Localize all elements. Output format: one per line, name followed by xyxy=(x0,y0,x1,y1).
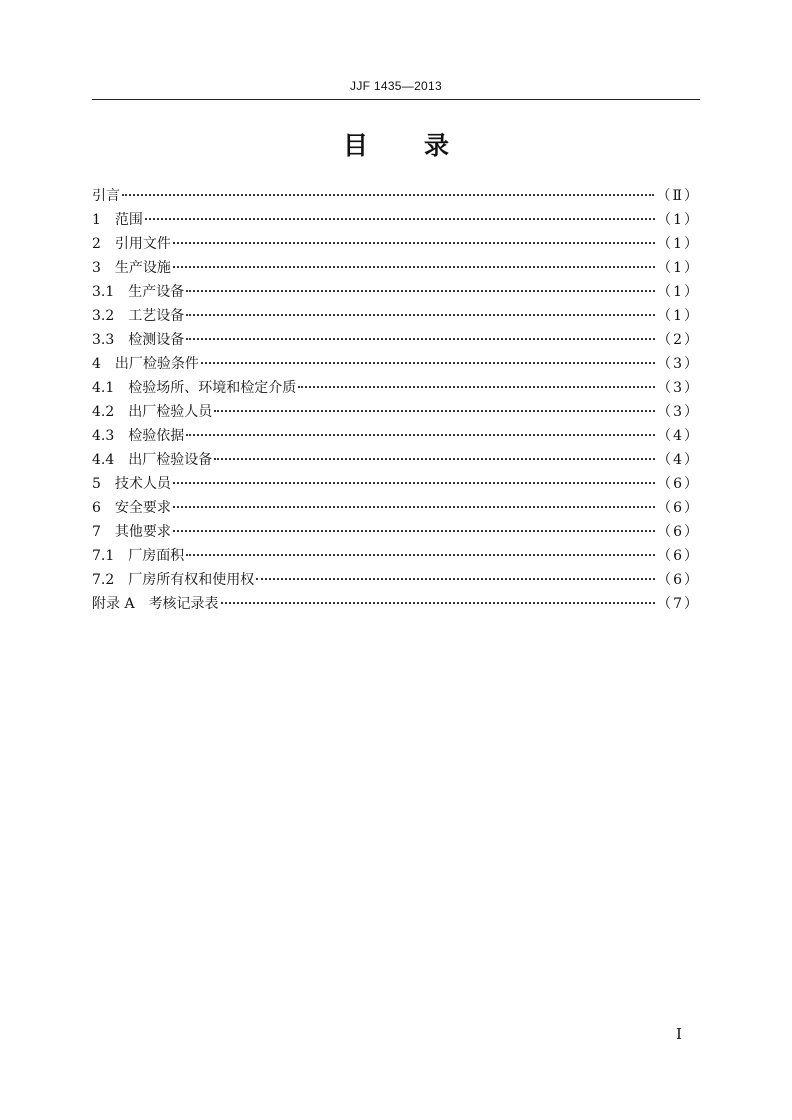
toc-leader-dots xyxy=(173,506,655,508)
toc-entry-title: 出厂检验人员 xyxy=(128,404,213,420)
toc-leader-dots xyxy=(214,410,655,412)
toc-entry-title: 工艺设备 xyxy=(128,308,185,324)
toc-entry xyxy=(92,568,700,592)
toc-entry-number: 3.2 xyxy=(92,308,115,324)
toc-entry-page: （6） xyxy=(657,548,700,564)
toc-entry xyxy=(92,448,700,472)
toc-entry-page: （1） xyxy=(657,260,700,276)
toc-leader-dots xyxy=(186,314,655,316)
toc-entry-number: 4.2 xyxy=(92,404,115,420)
toc-entry-title: 引用文件 xyxy=(114,236,171,252)
page-title: 目录 xyxy=(342,131,505,160)
header-rule xyxy=(92,99,700,100)
toc-entry-number: 3 xyxy=(92,260,101,276)
toc-entry-title: 检测设备 xyxy=(128,332,185,348)
toc-entry xyxy=(92,352,700,376)
toc-entry-page: （1） xyxy=(657,284,700,300)
toc-entry xyxy=(92,208,700,232)
toc-leader-dots xyxy=(173,242,655,244)
toc-entry-number: 附录 A xyxy=(92,596,135,612)
toc-leader-dots xyxy=(145,218,655,220)
toc-entry xyxy=(92,424,700,448)
toc-entry xyxy=(92,256,700,280)
toc-leader-dots xyxy=(256,578,655,580)
toc-leader-dots xyxy=(186,338,655,340)
toc-entry-page: （3） xyxy=(657,404,700,420)
toc-entry-page: （4） xyxy=(657,428,700,444)
toc-entry-title: 出厂检验条件 xyxy=(114,356,199,372)
toc-leader-dots xyxy=(221,602,656,604)
toc-entry-page: （6） xyxy=(657,500,700,516)
toc-entry-title: 考核记录表 xyxy=(148,596,219,612)
toc-entry-title: 厂房所有权和使用权 xyxy=(128,572,255,588)
toc-entry-number: 6 xyxy=(92,500,101,516)
toc-entry xyxy=(92,376,700,400)
toc-entry-number: 4.3 xyxy=(92,428,115,444)
toc-leader-dots xyxy=(173,482,655,484)
toc-entry-page: （3） xyxy=(657,356,700,372)
toc-entry-number: 4 xyxy=(92,356,101,372)
toc-leader-dots xyxy=(173,530,655,532)
toc-entry xyxy=(92,328,700,352)
toc-entry-page: （1） xyxy=(657,212,700,228)
toc-leader-dots xyxy=(298,386,655,388)
toc-leader-dots xyxy=(201,362,655,364)
toc-entry-page: （1） xyxy=(657,308,700,324)
toc-leader-dots xyxy=(186,290,655,292)
toc-entry-number: 3.1 xyxy=(92,284,115,300)
toc-entry-number: 7.2 xyxy=(92,572,115,588)
toc-entry-title: 厂房面积 xyxy=(128,548,185,564)
toc-entry-title: 安全要求 xyxy=(114,500,171,516)
toc-entry-title: 检验场所、环境和检定介质 xyxy=(128,380,297,396)
toc-entry-page: （4） xyxy=(657,452,700,468)
toc-entry-number: 4.1 xyxy=(92,380,115,396)
toc-entry xyxy=(92,472,700,496)
toc-entry-title: 其他要求 xyxy=(114,524,171,540)
toc-entry-title: 出厂检验设备 xyxy=(128,452,213,468)
toc-entry xyxy=(92,544,700,568)
toc-entry-number: 3.3 xyxy=(92,332,115,348)
table-of-contents xyxy=(92,184,700,616)
toc-entry-title: 检验依据 xyxy=(128,428,185,444)
toc-leader-dots xyxy=(173,266,655,268)
toc-entry-number: 1 xyxy=(92,212,101,228)
toc-entry xyxy=(92,232,700,256)
toc-entry-title: 生产设备 xyxy=(128,284,185,300)
toc-entry-page: （6） xyxy=(657,524,700,540)
toc-entry-title: 生产设施 xyxy=(114,260,171,276)
toc-entry-title: 范围 xyxy=(114,212,143,228)
toc-entry-number: 7.1 xyxy=(92,548,115,564)
toc-entry-page: （3） xyxy=(657,380,700,396)
toc-entry-page: （6） xyxy=(657,476,700,492)
toc-leader-dots xyxy=(122,194,654,196)
toc-entry xyxy=(92,496,700,520)
toc-entry-number: 7 xyxy=(92,524,101,540)
toc-entry-page: （1） xyxy=(657,236,700,252)
toc-entry-number: 5 xyxy=(92,476,101,492)
toc-entry-page: （6） xyxy=(657,572,700,588)
toc-entry-title: 引言 xyxy=(92,188,120,204)
toc-leader-dots xyxy=(186,554,655,556)
toc-entry-page: （7） xyxy=(657,596,700,612)
page-number: Ⅰ xyxy=(676,1025,682,1043)
toc-entry xyxy=(92,400,700,424)
toc-entry xyxy=(92,592,700,616)
toc-entry xyxy=(92,520,700,544)
toc-entry-page: （Ⅱ） xyxy=(656,188,700,204)
toc-entry xyxy=(92,184,700,208)
toc-leader-dots xyxy=(186,434,655,436)
toc-entry-page: （2） xyxy=(657,332,700,348)
document-code-header: JJF 1435—2013 xyxy=(350,79,442,93)
toc-entry xyxy=(92,280,700,304)
toc-leader-dots xyxy=(214,458,655,460)
toc-entry-number: 2 xyxy=(92,236,101,252)
toc-entry-title: 技术人员 xyxy=(114,476,171,492)
toc-entry xyxy=(92,304,700,328)
toc-entry-number: 4.4 xyxy=(92,452,115,468)
